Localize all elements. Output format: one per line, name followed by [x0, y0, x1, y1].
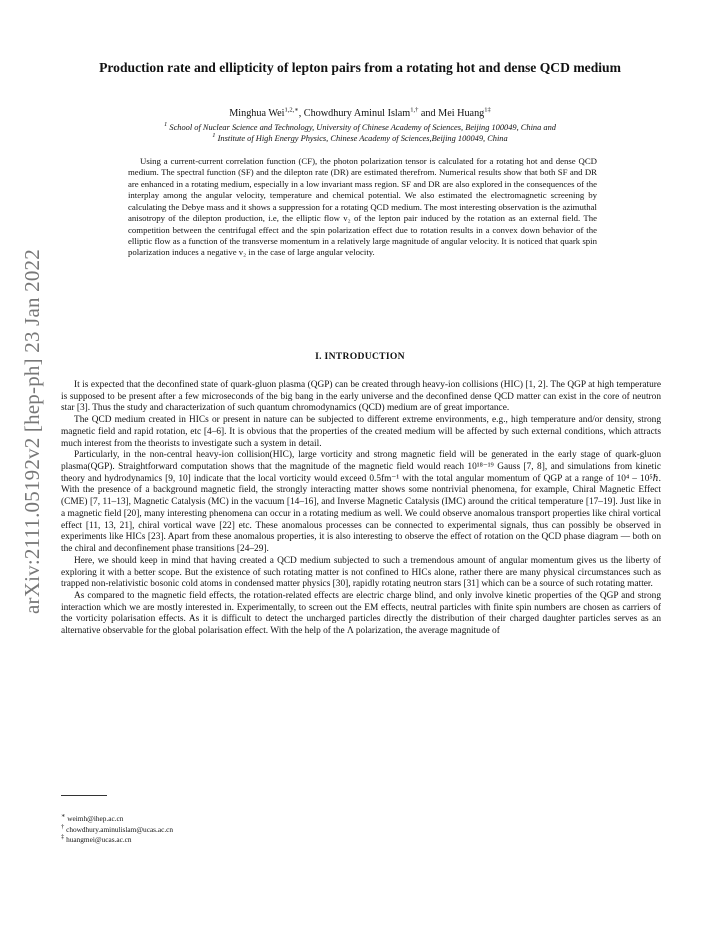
author-separator: , [298, 108, 304, 119]
abstract: Using a current-current correlation function (CF), the photon polarization tensor is calculated for a rotating hot and dense QCD medium. The spectral function (SF) and the dilepton rate (DR) are estimated therefrom. Numerical results show that both SF and DR are enhanced in a rotating medium, especially in a low invariant mass region. SF and DR are also explored in the consequences of the interplay among the angular velocity, temperature and chemical potential. We also estimated the electromagnetic screening by calculating the Debye mass and it shows a suppression for a rotating QCD medium. The most interesting observation is the azimuthal anisotropy of the dilepton production, i.e, the elliptic flow v₂ of the lepton pair induced by the rotation as an external field. The competition between the centrifugal effect and the spin polarization effect due to rotation results in a convex down behavior of the elliptic flow as a function of the transverse momentum in a relatively large magnitude of angular velocity. It is noticed that quark spin polarization induces a negative v₂ in the case of large angular velocity. [128, 156, 597, 258]
footnote-mark: ∗ [61, 812, 66, 820]
footnote [61, 825, 173, 836]
affiliation-text: School of Nuclear Science and Technology, University of Chinese Academy of Sciences, Beijing 100049, China and [169, 123, 556, 132]
affiliation [30, 134, 690, 143]
footnote-mark: ‡ [61, 833, 65, 841]
affiliation-sup: 1 [164, 121, 168, 129]
section-number: I. [315, 351, 322, 362]
paragraph: As compared to the magnetic field effects, the rotation-related effects are electric charge blind, and only involve kinetic properties of the QGP and strong interaction which we are mostly interested in. Experimentally, to screen out the EM effects, neutral particles with finite spin numbers are chosen as carriers of the vorticity polarisation effects. As it is difficult to detect the uncharged particles directly the distribution of their charged daughter particles serves as an alternative observable for the global polarisation effect. With the help of the Λ polarization, the average magnitude of [61, 590, 661, 637]
author-sup: 1‡ [484, 106, 491, 114]
affiliation [30, 123, 690, 132]
paragraph: Particularly, in the non-central heavy-ion collision(HIC), large vorticity and strong magnetic field will be generated in the early stage of quark-gluon plasma(QGP). Straightforward computation shows that the magnitude of the magnetic field would reach 10¹⁸⁻¹⁹ Gauss [7, 8], and simulations from kinetic theory and hydrodynamics [9, 10] indicate that the local vorticity would exceed 0.5fm⁻¹ with the total angular momentum of QGP at a range of 10⁴ – 10⁵ℏ. With the presence of a background magnetic field, the strongly interacting matter shows some nontrivial phenomena, for example, Chiral Magnetic Effect (CME) [7, 11–13], Magnetic Catalysis (MC) in the vacuum [14–16], and Inverse Magnetic Catalysis (IMC) around the critical temperature [17–19]. Just like in a magnetic field [20], many interesting phenomena can occur in a rotating medium as well. We could observe anomalous transport properties like chiral vortical effect [11, 13, 21], chiral vortical wave [22] etc. These anomalous processes can be connected to experimental signals, thus can possibly be observed in experiments like HICs [23]. Apart from these anomalous properties, it is also interesting to observe the effect of rotation on the QCD phase diagram — both on the chiral and deconfinement phase transitions [24–29]. [61, 450, 661, 555]
author-separator: and [418, 108, 439, 119]
author-name: Minghua Wei [229, 108, 285, 119]
arxiv-stamp: arXiv:2111.05192v2 [hep-ph] 23 Jan 2022 [20, 249, 44, 614]
footnote-rule [61, 795, 107, 796]
paragraph: It is expected that the deconfined state of quark-gluon plasma (QGP) can be created through heavy-ion collisions (HIC) [1, 2]. The QGP at high temperature is supposed to be present after a few microseconds of the big bang in the early universe and the deconfined dense QCD matter can exist in the core of neutron star [3]. Thus the study and characterization of such quantum chromodynamics (QCD) medium are of great importance. [61, 380, 661, 414]
paragraph: Here, we should keep in mind that having created a QCD medium subjected to such a tremendous amount of angular momentum gives us the liberty of exploring it with a better scope. But the existence of such rotating matter is not confined to HICs alone, rather there are many physical circumstances such as trapped non-relativistic bosonic cold atoms in condensed matter physics [30], rapidly rotating neutron stars [31] which can be a source of such rotating matter. [61, 555, 661, 590]
section-heading [60, 351, 660, 362]
body-text [61, 380, 661, 638]
section-title: INTRODUCTION [324, 351, 405, 362]
footnote-email[interactable]: weimh@ihep.ac.cn [67, 814, 124, 823]
footnote-email[interactable]: huangmei@ucas.ac.cn [66, 835, 132, 844]
author-sup: 1,† [410, 106, 419, 114]
author-sup: 1,2,∗ [284, 106, 299, 114]
footnote [61, 835, 173, 846]
paragraph: The QCD medium created in HICs or present in nature can be subjected to different extreme environments, e.g., high temperature and/or density, strong magnetic field and rapid rotation, etc [4–6]. It is obvious that the properties of the created medium will be affected by such external conditions, which attracts much interest from the theorists to investigate such a system in detail. [61, 415, 661, 449]
paper-title: Production rate and ellipticity of lepton pairs from a rotating hot and dense QCD medium [99, 60, 621, 75]
author-line [60, 108, 660, 119]
affiliation-text: Institute of High Energy Physics, Chinese Academy of Sciences,Beijing 100049, China [217, 134, 508, 143]
footnote [61, 814, 173, 825]
author-name: Mei Huang [438, 108, 485, 119]
footnote-email[interactable]: chowdhury.aminulislam@ucas.ac.cn [66, 824, 174, 834]
footnotes [61, 814, 173, 846]
author-name: Chowdhury Aminul Islam [303, 108, 411, 119]
footnote-mark: † [61, 823, 65, 831]
affiliation-sup: 1 [212, 132, 216, 140]
